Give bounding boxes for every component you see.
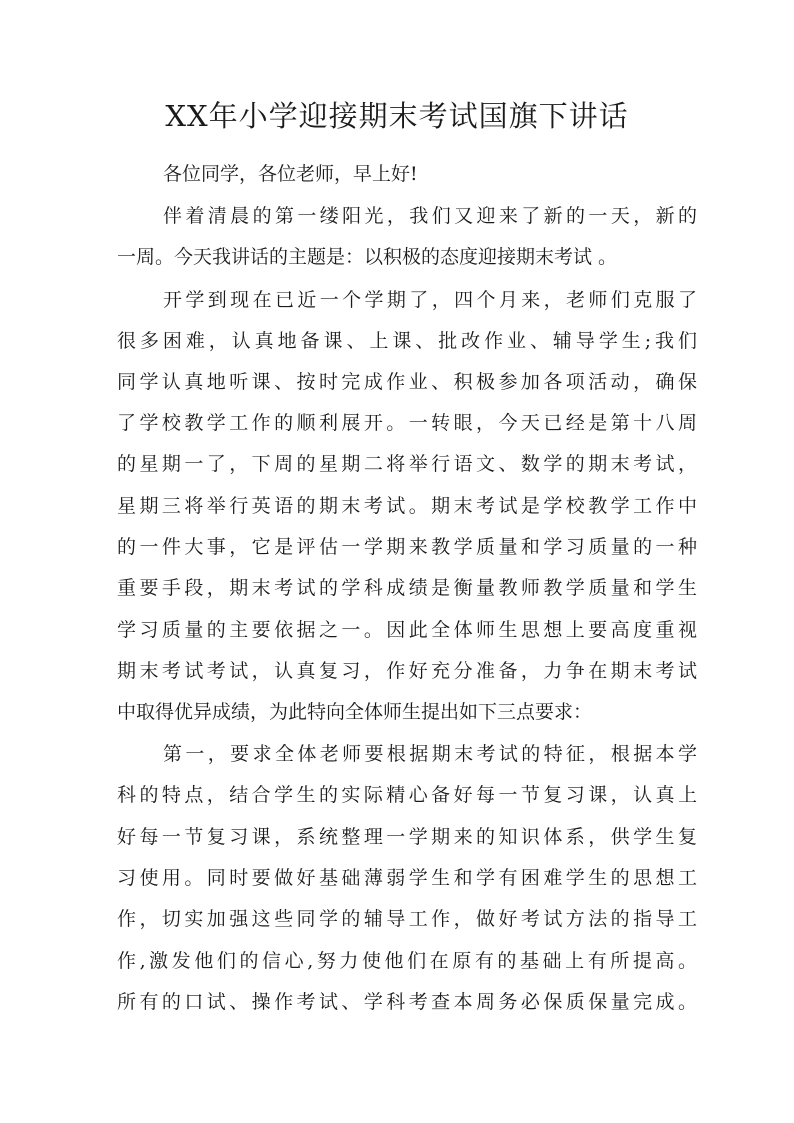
paragraph-line: 了学校教学工作的顺利展开。一转眼，今天已经是第十八周 [117, 412, 697, 434]
paragraph-line: 好每一节复习课，系统整理一学期来的知识体系，供学生复 [117, 826, 697, 848]
paragraph-line: 科的特点，结合学生的实际精心备好每一节复习课，认真上 [117, 784, 697, 806]
paragraph-line: 很多困难，认真地备课、上课、批改作业、辅导学生;我们 [117, 330, 697, 352]
paragraph-line: 期末考试考试，认真复习，作好充分准备，力争在期末考试 [117, 660, 697, 682]
paragraph-line: 所有的口试、操作考试、学科考查本周务必保质保量完成。 [117, 991, 697, 1013]
paragraph-line: 一周。今天我讲话的主题是：以积极的态度迎接期末考试 。 [117, 246, 618, 268]
paragraph-line: 习使用。同时要做好基础薄弱学生和学有困难学生的思想工 [117, 867, 697, 889]
paragraph-line: 伴着清晨的第一缕阳光，我们又迎来了新的一天，新的 [163, 205, 697, 227]
paragraph-line: 中取得优异成绩，为此特向全体师生提出如下三点要求： [117, 701, 593, 723]
paragraph-line: 同学认真地听课、按时完成作业、积极参加各项活动，确保 [117, 371, 697, 393]
paragraph-line: 作,激发他们的信心,努力使他们在原有的基础上有所提高。 [117, 950, 697, 972]
paragraph-line: 的星期一了，下周的星期二将举行语文、数学的期末考试， [117, 453, 697, 475]
paragraph-line: 各位同学，各位老师，早上好! [163, 163, 418, 185]
paragraph-line: 重要手段，期末考试的学科成绩是衡量教师教学质量和学生 [117, 577, 697, 599]
paragraph-line: 的一件大事，它是评估一学期来教学质量和学习质量的一种 [117, 536, 697, 558]
paragraph-line: 学习质量的主要依据之一。因此全体师生思想上要高度重视 [117, 619, 697, 641]
page-title: XX年小学迎接期末考试国旗下讲话 [165, 99, 629, 133]
paragraph-line: 星期三将举行英语的期末考试。期末考试是学校教学工作中 [117, 495, 697, 517]
paragraph-line: 第一，要求全体老师要根据期末考试的特征，根据本学 [163, 743, 697, 765]
paragraph-line: 作，切实加强这些同学的辅导工作，做好考试方法的指导工 [117, 908, 697, 930]
paragraph-line: 开学到现在已近一个学期了，四个月来，老师们克服了 [163, 289, 697, 311]
